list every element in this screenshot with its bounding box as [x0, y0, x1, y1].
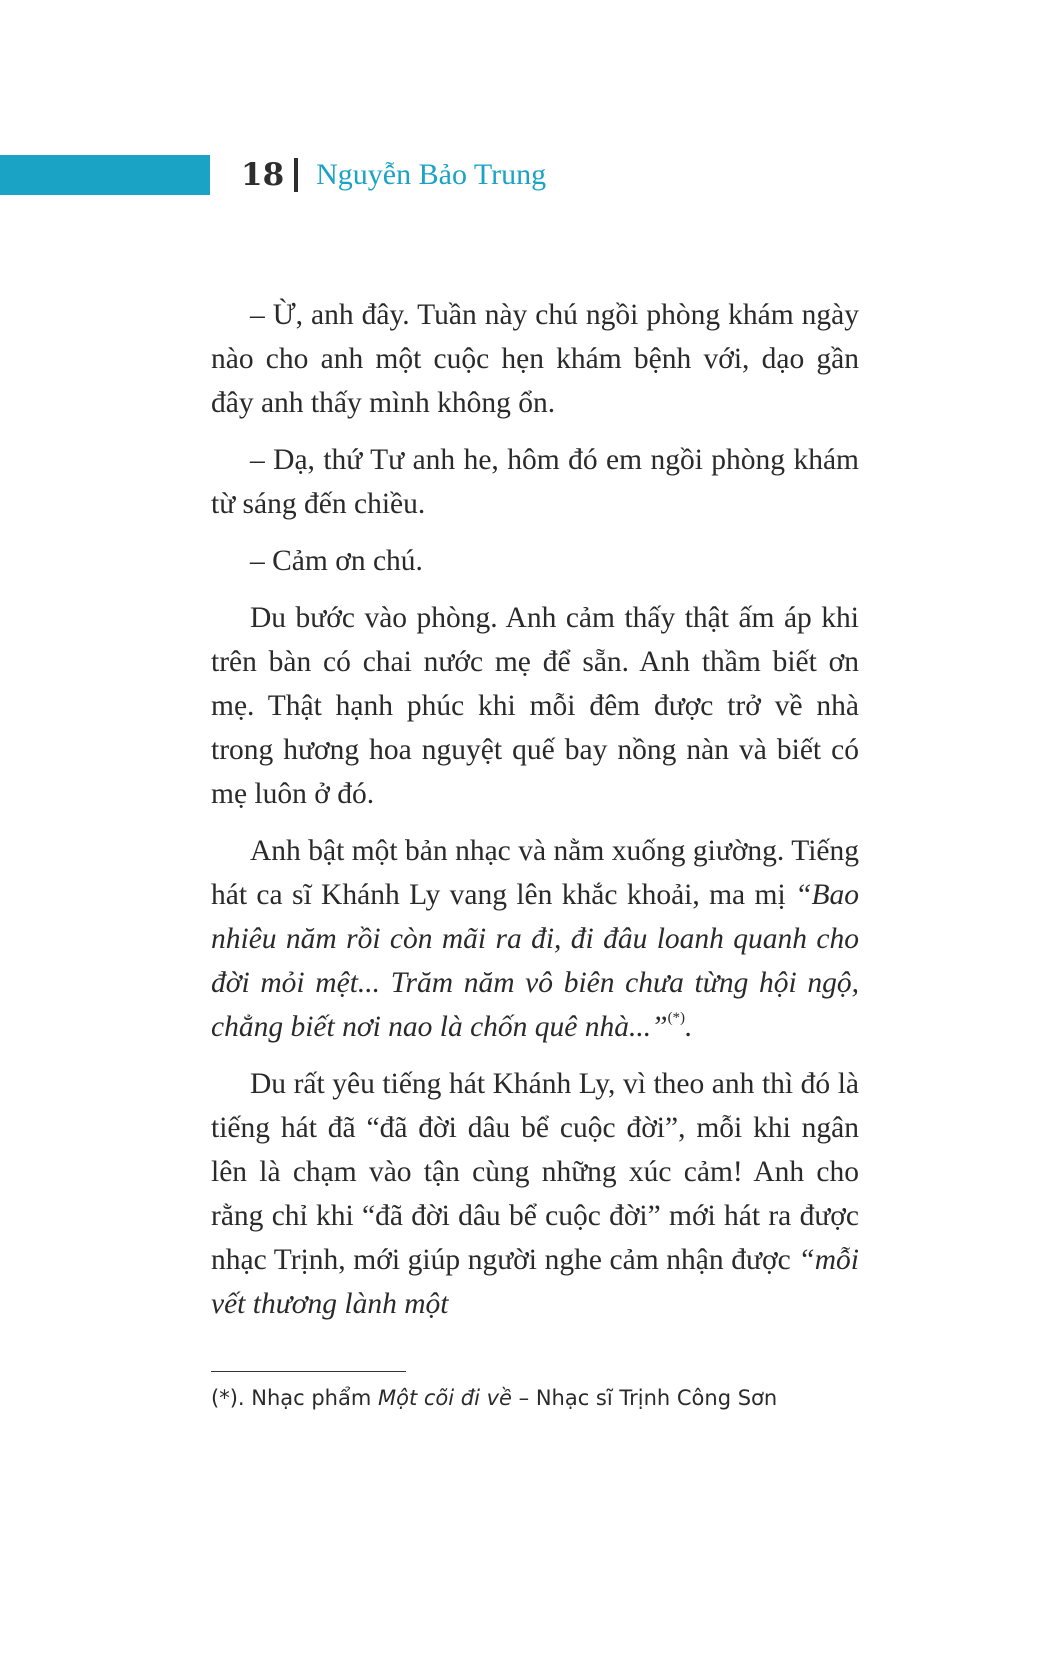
author-name: Nguyễn Bảo Trung [316, 158, 547, 191]
page-number: 18 [241, 157, 285, 193]
paragraph-text: Anh bật một bản nhạc và nằm xuống giường. Tiếng hát ca sĩ Khánh Ly vang lên khắc khoải, ma mị [211, 835, 859, 911]
body-text [211, 293, 859, 1326]
paragraph-text: – Dạ, thứ Tư anh he, hôm đó em ngồi phòng khám từ sáng đến chiều. [211, 444, 859, 520]
running-header [241, 152, 546, 198]
footnote-divider [211, 1371, 406, 1372]
paragraph-end: . [685, 1011, 693, 1043]
header-separator [294, 158, 298, 192]
paragraph-text: – Cảm ơn chú. [250, 545, 423, 577]
paragraph-text: Du rất yêu tiếng hát Khánh Ly, vì theo anh thì đó là tiếng hát đã “đã đời dâu bể cuộc đời”, mỗi khi ngân lên là chạm vào tận cùng những xúc cảm! Anh cho rằng chỉ khi “đã đời dâu bể cuộc đời” mới hát ra được nhạc Trịnh, mới giúp người nghe cảm nhận được [211, 1068, 859, 1276]
footnote-mark: (*). Nhạc phẩm [211, 1386, 378, 1410]
paragraph-text: – Ừ, anh đây. Tuần này chú ngồi phòng khám ngày nào cho anh một cuộc hẹn khám bệnh với, dạo gần đây anh thấy mình không ổn. [211, 299, 859, 419]
paragraph-text: Du bước vào phòng. Anh cảm thấy thật ấm áp khi trên bàn có chai nước mẹ để sẵn. Anh thầm biết ơn mẹ. Thật hạnh phúc khi mỗi đêm được trở về nhà trong hương hoa nguyệt quế bay nồng nàn và biết có mẹ luôn ở đó. [211, 602, 859, 810]
footnote-song-title: Một cõi đi về [378, 1386, 512, 1410]
paragraph [211, 596, 859, 816]
footnote-credit: – Nhạc sĩ Trịnh Công Sơn [511, 1386, 778, 1410]
paragraph [211, 1062, 859, 1326]
footnote [211, 1383, 971, 1413]
paragraph [211, 539, 859, 583]
header-accent-bar [0, 155, 210, 195]
lyric-quote: “mỗi vết thương lành một [211, 1244, 859, 1320]
paragraph [211, 293, 859, 425]
paragraph [211, 438, 859, 526]
footnote-reference: (*) [667, 1010, 686, 1027]
song-lyric-quote: “Bao nhiêu năm rồi còn mãi ra đi, đi đâu loanh quanh cho đời mỏi mệt... Trăm năm vô biên chưa từng hội ngộ, chẳng biết nơi nao là chốn quê nhà...” [211, 879, 859, 1043]
paragraph [211, 829, 859, 1049]
